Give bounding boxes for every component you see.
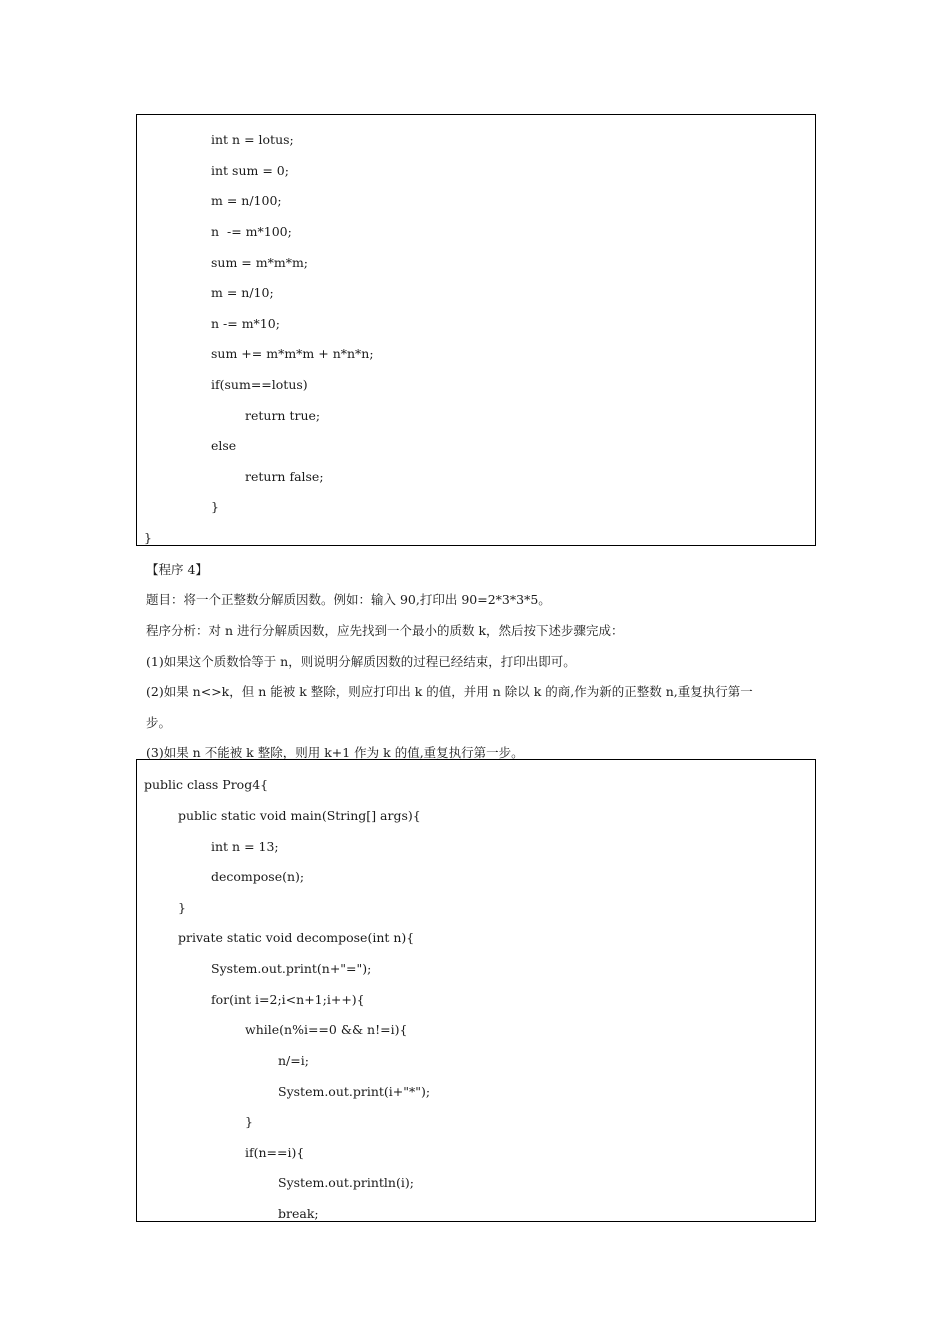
code-line: return false; [245,469,324,484]
paragraph: (3)如果 n 不能被 k 整除，则用 k+1 作为 k 的值,重复执行第一步。 [146,745,524,760]
code-line: n -= m*100; [211,224,292,239]
code-line: } [144,530,152,545]
code-line: m = n/10; [211,285,274,300]
code-line: int n = 13; [211,839,279,854]
code-block-1 [136,114,816,546]
paragraph: (2)如果 n<>k，但 n 能被 k 整除，则应打印出 k 的值，并用 n 除以 k 的商,作为新的正整数 n,重复执行第一 [146,684,753,699]
paragraph: 步。 [146,715,172,730]
code-line: if(n==i){ [245,1145,305,1160]
code-line: decompose(n); [211,869,305,884]
code-line: sum = m*m*m; [211,255,309,270]
code-line: if(sum==lotus) [211,377,308,392]
code-line: System.out.println(i); [278,1175,414,1190]
code-line: sum += m*m*m + n*n*n; [211,346,374,361]
code-line: int sum = 0; [211,163,289,178]
section-heading: 【程序 4】 [146,562,208,577]
code-line: } [178,900,186,915]
paragraph: (1)如果这个质数恰等于 n，则说明分解质因数的过程已经结束，打印出即可。 [146,654,576,669]
paragraph: 题目：将一个正整数分解质因数。例如：输入 90,打印出 90=2*3*3*5。 [146,592,551,607]
code-line: public class Prog4{ [144,777,269,792]
code-line: n/=i; [278,1053,309,1068]
code-line: break; [278,1206,319,1221]
code-line: return true; [245,408,321,423]
code-line: while(n%i==0 && n!=i){ [245,1022,408,1037]
code-line: else [211,438,237,453]
code-line: private static void decompose(int n){ [178,930,415,945]
code-line: } [245,1114,253,1129]
paragraph: 程序分析：对 n 进行分解质因数，应先找到一个最小的质数 k，然后按下述步骤完成： [146,623,624,638]
code-line: System.out.print(n+"="); [211,961,372,976]
code-block-2 [136,759,816,1222]
code-line: public static void main(String[] args){ [178,808,421,823]
code-line: } [211,499,219,514]
code-line: int n = lotus; [211,132,294,147]
code-line: for(int i=2;i<n+1;i++){ [211,992,365,1007]
code-line: m = n/100; [211,193,282,208]
code-line: n -= m*10; [211,316,280,331]
code-line: System.out.print(i+"*"); [278,1084,431,1099]
